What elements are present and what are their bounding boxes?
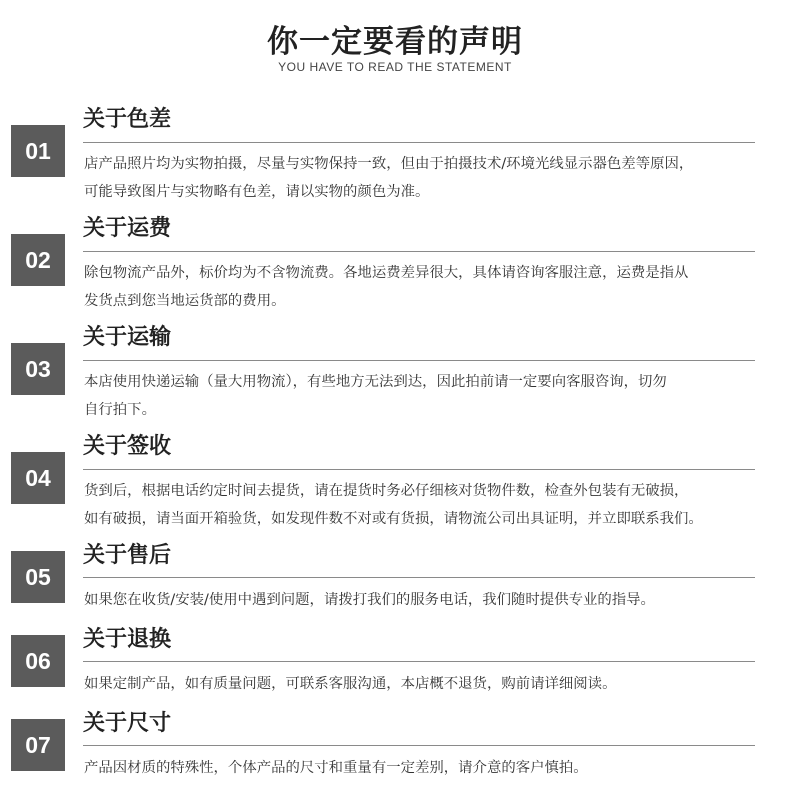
section-number: 06 [11, 635, 65, 687]
page-title: 你一定要看的声明 [267, 24, 523, 60]
section-text-line: 本店使用快递运输（量大用物流），有些地方无法到达，因此拍前请一定要向客服咨询，切勿 [84, 374, 667, 390]
section-color-difference [0, 105, 790, 205]
divider [83, 251, 755, 252]
section-text-line: 除包物流产品外，标价均为不含物流费。各地运费差异很大，具体请咨询客服注意，运费是指从 [84, 265, 689, 281]
section-text-line: 产品因材质的特殊性，个体产品的尺寸和重量有一定差别，请介意的客户慎拍。 [84, 760, 588, 776]
section-heading: 关于签收 [83, 434, 172, 459]
section-heading: 关于色差 [83, 107, 172, 132]
section-number: 01 [11, 125, 65, 177]
section-text-line: 如果您在收货/安装/使用中遇到问题，请拨打我们的服务电话，我们随时提供专业的指导。 [84, 592, 655, 608]
section-text-line: 如果定制产品，如有质量问题，可联系客服沟通，本店概不退货，购前请详细阅读。 [84, 676, 617, 692]
section-number: 05 [11, 551, 65, 603]
section-text-line: 发货点到您当地运货部的费用。 [84, 293, 286, 309]
divider [83, 469, 755, 470]
section-returns [0, 625, 790, 705]
section-after-sales [0, 541, 790, 621]
divider [83, 661, 755, 662]
section-text-line: 可能导致图片与实物略有色差，请以实物的颜色为准。 [84, 184, 430, 200]
divider [83, 745, 755, 746]
section-shipping-fee [0, 214, 790, 314]
section-number: 02 [11, 234, 65, 286]
section-number: 04 [11, 452, 65, 504]
section-heading: 关于退换 [83, 627, 172, 652]
section-heading: 关于尺寸 [83, 711, 172, 736]
section-text-line: 自行拍下。 [84, 402, 156, 418]
section-number: 07 [11, 719, 65, 771]
section-heading: 关于售后 [83, 543, 172, 568]
section-text-line: 如有破损，请当面开箱验货，如发现件数不对或有货损，请物流公司出具证明，并立即联系我们。 [84, 511, 703, 527]
page-subtitle: YOU HAVE TO READ THE STATEMENT [278, 60, 512, 74]
section-heading: 关于运输 [83, 325, 172, 350]
section-text-line: 货到后，根据电话约定时间去提货，请在提货时务必仔细核对货物件数，检查外包装有无破损， [84, 483, 689, 499]
divider [83, 142, 755, 143]
divider [83, 360, 755, 361]
section-transport [0, 323, 790, 423]
section-text-line: 店产品照片均为实物拍摄，尽量与实物保持一致，但由于拍摄技术/环境光线显示器色差等原因， [84, 156, 694, 172]
section-size [0, 709, 790, 789]
section-heading: 关于运费 [83, 216, 172, 241]
section-number: 03 [11, 343, 65, 395]
section-receipt [0, 432, 790, 532]
divider [83, 577, 755, 578]
